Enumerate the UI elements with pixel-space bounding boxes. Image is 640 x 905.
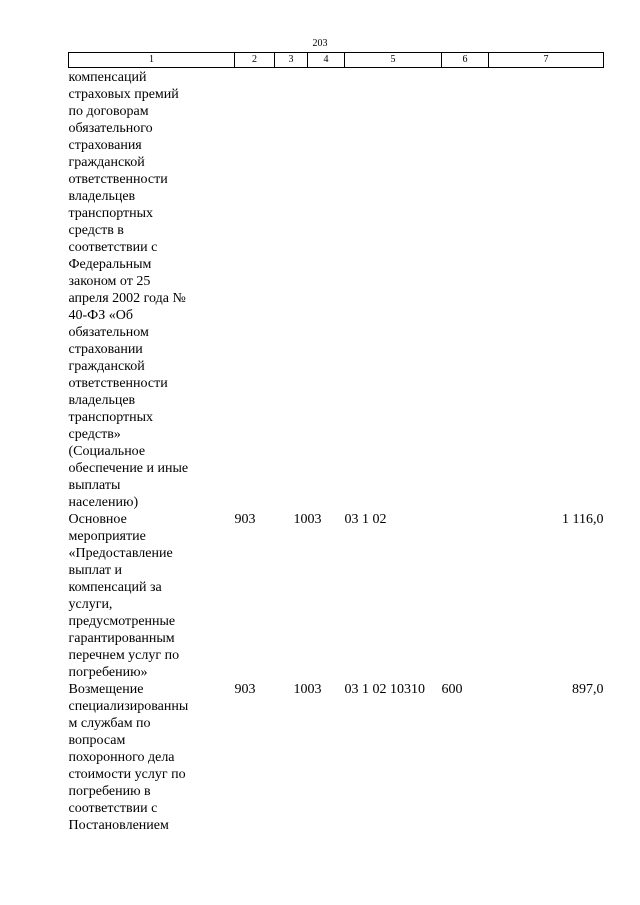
- target-article-code: 03 1 02 10310: [344, 682, 425, 697]
- subsection-code: 03: [307, 512, 322, 527]
- amount: 1 116,0: [562, 512, 604, 527]
- column-header: 4: [308, 53, 345, 68]
- column-header: 3: [275, 53, 308, 68]
- section-code: 10: [293, 512, 308, 527]
- amount: 897,0: [572, 682, 604, 697]
- section-code: 10: [293, 682, 308, 697]
- target-article-code: [345, 68, 442, 512]
- expense-type-code: 600: [441, 682, 463, 697]
- description-cell: Основное мероприятие «Предоставление выплат и компенсаций за услуги, предусмотренные гарантированным перечнем услуг по погребению»: [68, 512, 180, 680]
- expense-type-code: [442, 68, 489, 512]
- ministry-code: 903: [234, 512, 256, 527]
- budget-table: [68, 52, 604, 834]
- table-header-row: [69, 53, 604, 68]
- description-cell: компенсаций страховых премий по договорам обязательного страхования гражданской ответственности владельцев транспортных средств в соответствии с Федеральным законом от 25 апреля 2002 года № 40-ФЗ «Об обязательном страховании гражданской ответственности владельцев транспортных средств» (Социальное обеспечение и иные выплаты населению): [68, 70, 189, 510]
- target-article-code: 03 1 02: [344, 512, 387, 527]
- section-code: [275, 68, 308, 512]
- subsection-code: [308, 68, 345, 512]
- amount: [489, 68, 604, 512]
- description-cell: Возмещение специализированны м службам по вопросам похоронного дела стоимости услуг по погребению в соответствии с Постановлением: [68, 682, 189, 833]
- table-row: [69, 511, 604, 681]
- ministry-code: [235, 68, 275, 512]
- column-header: 6: [442, 53, 489, 68]
- column-header: 5: [345, 53, 442, 68]
- column-header: 7: [489, 53, 604, 68]
- subsection-code: 03: [307, 682, 322, 697]
- page-number: 203: [312, 38, 328, 49]
- table-row: [69, 681, 604, 834]
- ministry-code: 903: [234, 682, 256, 697]
- column-header: 1: [69, 53, 235, 68]
- column-header: 2: [235, 53, 275, 68]
- expense-type-code: [442, 511, 489, 681]
- table-row: [69, 68, 604, 512]
